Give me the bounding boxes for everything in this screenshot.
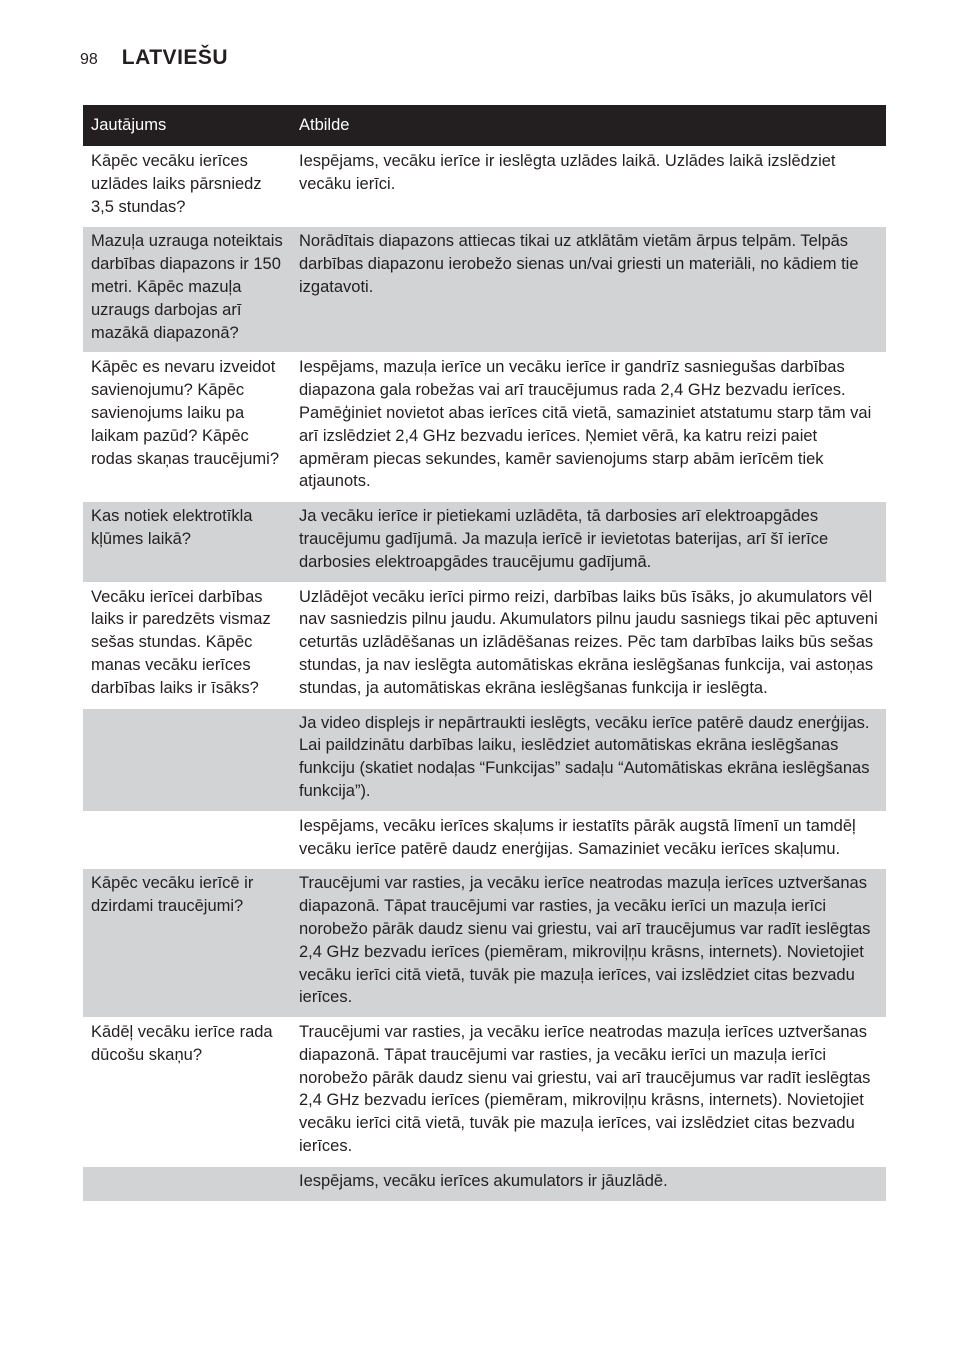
table-row	[83, 502, 886, 582]
answer-cell: Uzlādējot vecāku ierīci pirmo reizi, darbības laiks būs īsāks, jo akumulators vēl nav sasniedzis pilnu jaudu. Akumulators pilnu jaudu sasniegs tikai pēc aptuveni ceturtās uzlādēšanas un izlādēšanas reizes. Pēc tam darbības laiks būs sešas stundas, ja nav ieslēgta automātiskas ekrāna ieslēgšanas funkcija, vai astoņas stundas, ja automātiskas ekrāna ieslēgšanas funkcija ir ieslēgta.	[291, 582, 886, 708]
page-number: 98	[80, 51, 98, 68]
table-row	[83, 582, 886, 708]
question-cell: Kāpēc vecāku ierīces uzlādes laiks pārsniedz 3,5 stundas?	[83, 147, 291, 227]
header-row	[83, 105, 886, 147]
question-cell: Mazuļa uzrauga noteiktais darbības diapazons ir 150 metri. Kāpēc mazuļa uzraugs darbojas arī mazākā diapazonā?	[83, 227, 291, 353]
table-row	[83, 811, 886, 869]
table-row	[83, 708, 886, 811]
question-cell: Kāpēc vecāku ierīcē ir dzirdami traucējumi?	[83, 869, 291, 1018]
page-title: LATVIEŠU	[121, 46, 229, 69]
question-cell: Kas notiek elektrotīkla kļūmes laikā?	[83, 502, 291, 582]
question-cell	[83, 708, 291, 811]
table-row	[83, 1166, 886, 1200]
table-row	[83, 1018, 886, 1167]
faq-table	[83, 105, 886, 1201]
answer-cell: Norādītais diapazons attiecas tikai uz atklātām vietām ārpus telpām. Telpās darbības diapazonu ierobežo sienas un/vai griesti un materiāli, no kādiem tie izgatavoti.	[291, 227, 886, 353]
answer-cell: Iespējams, vecāku ierīces skaļums ir iestatīts pārāk augstā līmenī un tamdēļ vecāku ierīce patērē daudz enerģijas. Samaziniet vecāku ierīces skaļumu.	[291, 811, 886, 869]
answer-cell: Ja video displejs ir nepārtraukti ieslēgts, vecāku ierīce patērē daudz enerģijas. Lai paildzinātu darbības laiku, ieslēdziet automātiskas ekrāna ieslēgšanas funkciju (skatiet nodaļas “Funkcijas” sadaļu “Automātiskas ekrāna ieslēgšanas funkcija”).	[291, 708, 886, 811]
table-header	[83, 105, 886, 147]
question-cell	[83, 811, 291, 869]
page-header	[80, 46, 228, 76]
question-cell: Vecāku ierīcei darbības laiks ir paredzēts vismaz sešas stundas. Kāpēc manas vecāku ierīces darbības laiks ir īsāks?	[83, 582, 291, 708]
answer-cell: Iespējams, mazuļa ierīce un vecāku ierīce ir gandrīz sasniegušas darbības diapazona gala robežas vai arī traucējumus rada 2,4 GHz bezvadu ierīces. Pamēģiniet novietot abas ierīces citā vietā, samaziniet atstatumu starp tām vai arī izslēdziet 2,4 GHz bezvadu ierīces. Ņemiet vērā, ka katru reizi paiet apmēram piecas sekundes, kamēr savienojums starp abām ierīcēm tiek atjaunots.	[291, 353, 886, 502]
question-cell: Kādēļ vecāku ierīce rada dūcošu skaņu?	[83, 1018, 291, 1167]
question-cell	[83, 1166, 291, 1200]
answer-cell: Ja vecāku ierīce ir pietiekami uzlādēta, tā darbosies arī elektroapgādes traucējumu gadījumā. Ja mazuļa ierīcē ir ievietotas baterijas, arī šī ierīce darbosies elektroapgādes traucējumu gadījumā.	[291, 502, 886, 582]
column-header-answer: Atbilde	[291, 105, 886, 147]
answer-cell: Iespējams, vecāku ierīces akumulators ir jāuzlādē.	[291, 1166, 886, 1200]
table-row	[83, 869, 886, 1018]
answer-cell: Traucējumi var rasties, ja vecāku ierīce neatrodas mazuļa ierīces uztveršanas diapazonā. Tāpat traucējumi var rasties, ja vecāku ierīci un mazuļa ierīci norobežo pārāk daudz sienu vai griestu, vai arī traucējumus var radīt ieslēgtas 2,4 GHz bezvadu ierīces (piemēram, mikroviļņu krāsns, internets). Novietojiet vecāku ierīci citā vietā, tuvāk pie mazuļa ierīces, vai izslēdziet citas bezvadu ierīces.	[291, 1018, 886, 1167]
answer-cell: Iespējams, vecāku ierīce ir ieslēgta uzlādes laikā. Uzlādes laikā izslēdziet vecāku ierīci.	[291, 147, 886, 227]
table-row	[83, 353, 886, 502]
answer-cell: Traucējumi var rasties, ja vecāku ierīce neatrodas mazuļa ierīces uztveršanas diapazonā. Tāpat traucējumi var rasties, ja vecāku ierīci un mazuļa ierīci norobežo pārāk daudz sienu vai griestu, vai arī traucējumus var radīt ieslēgtas 2,4 GHz bezvadu ierīces (piemēram, mikroviļņu krāsns, internets). Novietojiet vecāku ierīci citā vietā, tuvāk pie mazuļa ierīces, vai izslēdziet citas bezvadu ierīces.	[291, 869, 886, 1018]
column-header-question: Jautājums	[83, 105, 291, 147]
question-cell: Kāpēc es nevaru izveidot savienojumu? Kāpēc savienojums laiku pa laikam pazūd? Kāpēc rodas skaņas traucējumi?	[83, 353, 291, 502]
table-row	[83, 147, 886, 227]
table-row	[83, 227, 886, 353]
